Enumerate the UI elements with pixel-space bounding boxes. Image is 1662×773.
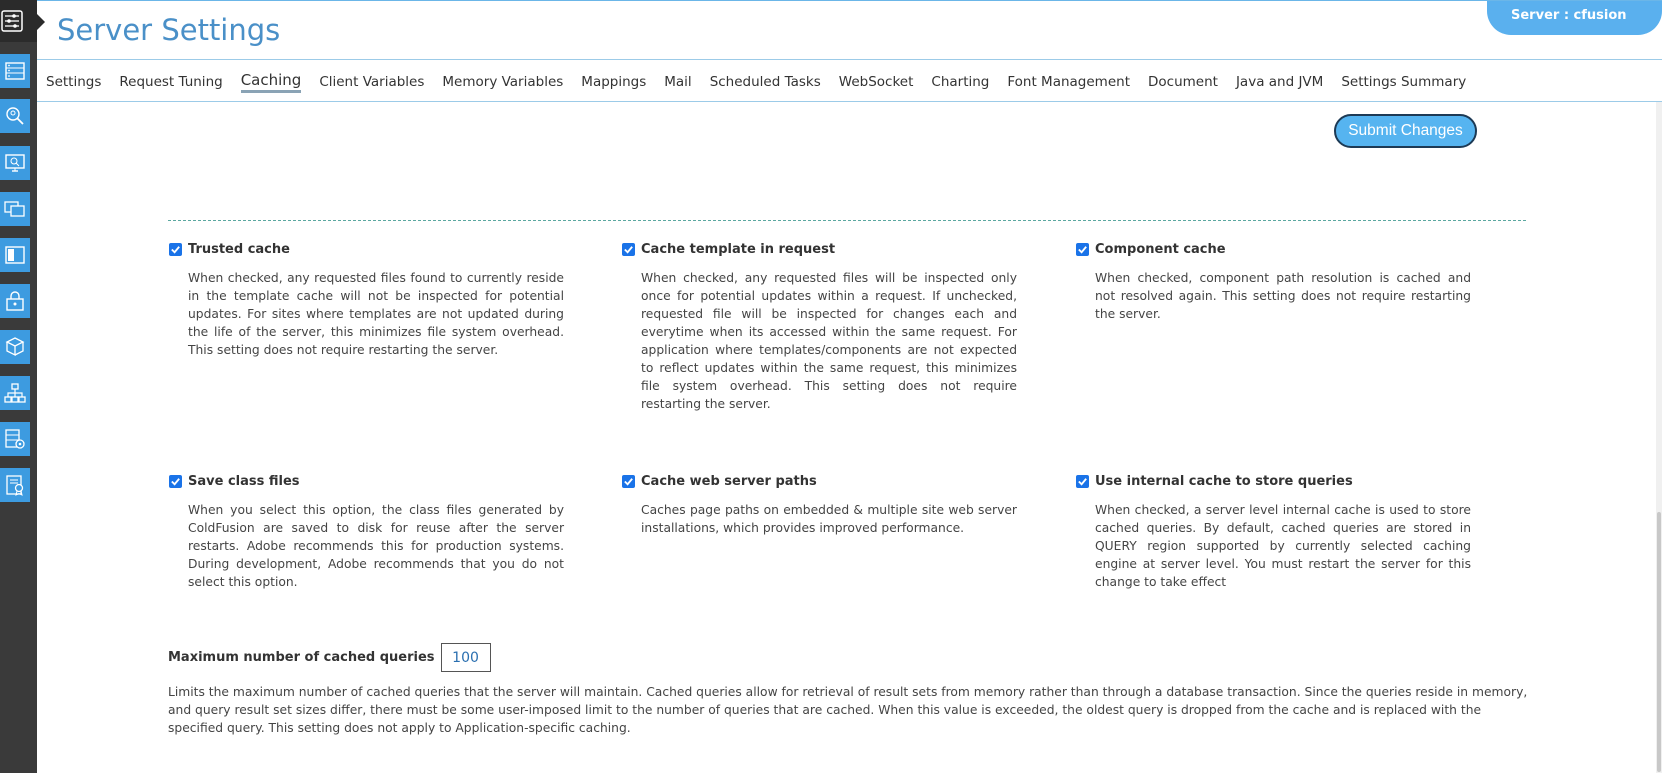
component-cache-checkbox[interactable] bbox=[1076, 243, 1089, 256]
tab-memory-variables[interactable]: Memory Variables bbox=[442, 73, 564, 90]
section-divider bbox=[168, 220, 1526, 221]
checkmark-icon bbox=[623, 244, 634, 255]
tab-scheduled-tasks[interactable]: Scheduled Tasks bbox=[709, 73, 821, 90]
option-title: Cache web server paths bbox=[641, 473, 817, 489]
option-description: When you select this option, the class files generated by ColdFusion are saved to disk for reuse after the server restarts. Adobe recommends this for production systems. During development, Adobe recommends that you do not select this option. bbox=[188, 503, 564, 589]
tab-client-variables[interactable]: Client Variables bbox=[319, 73, 425, 90]
max-cached-queries-row bbox=[168, 643, 491, 672]
cache-web-server-paths-checkbox[interactable] bbox=[622, 475, 635, 488]
sidebar-security[interactable] bbox=[0, 284, 30, 318]
scrollbar[interactable] bbox=[1656, 102, 1662, 773]
monitors-icon bbox=[4, 198, 26, 220]
trusted-cache-checkbox[interactable] bbox=[169, 243, 182, 256]
sidebar bbox=[0, 0, 37, 773]
option-title: Save class files bbox=[188, 473, 300, 489]
scrollbar-thumb[interactable] bbox=[1657, 512, 1661, 772]
tab-font-management[interactable]: Font Management bbox=[1007, 73, 1130, 90]
submit-changes-button[interactable]: Submit Changes bbox=[1334, 114, 1477, 148]
option-save-class-files bbox=[169, 472, 564, 591]
option-title: Cache template in request bbox=[641, 241, 836, 257]
tab-charting[interactable]: Charting bbox=[931, 73, 990, 90]
option-title: Trusted cache bbox=[188, 241, 290, 257]
max-cached-queries-description: Limits the maximum number of cached queries that the server will maintain. Cached queries allow for retrieval of result sets from memory rather than through a database transaction. Since the queries reside in memory, and query result set sizes differ, there must be some user-imposed limit to the number of queries that are cached. When this value is exceeded, the oldest query is dropped from the cache and is replaced with the specified query. This setting does not apply to Application-specific caching. bbox=[168, 685, 1528, 735]
option-component-cache bbox=[1076, 240, 1471, 323]
tab-request-tuning[interactable]: Request Tuning bbox=[119, 73, 223, 90]
tab-websocket[interactable]: WebSocket bbox=[838, 73, 914, 90]
tab-settings-summary[interactable]: Settings Summary bbox=[1341, 73, 1467, 90]
tab-document[interactable]: Document bbox=[1148, 73, 1218, 90]
cubes-icon bbox=[4, 336, 26, 358]
tab-caching[interactable]: Caching bbox=[241, 69, 302, 93]
checkmark-icon bbox=[1077, 244, 1088, 255]
option-description: When checked, any requested files found to currently reside in the template cache will not be inspected for potential updates. For sites where templates are not updated during the life of the server, this minimizes file system overhead. This setting does not require restarting the server. bbox=[188, 271, 564, 357]
header bbox=[37, 0, 1662, 60]
checkmark-icon bbox=[1077, 476, 1088, 487]
lock-icon bbox=[4, 290, 26, 312]
max-cached-queries-label: Maximum number of cached queries bbox=[168, 650, 435, 665]
sidebar-monitors[interactable] bbox=[0, 192, 30, 226]
sidebar-toggle[interactable] bbox=[0, 0, 37, 42]
settings-sliders-icon bbox=[0, 0, 37, 42]
max-cached-queries-input[interactable] bbox=[441, 643, 491, 672]
sidebar-certificate[interactable] bbox=[0, 468, 30, 502]
sidebar-panel[interactable] bbox=[0, 238, 30, 272]
page-title: Server Settings bbox=[57, 13, 281, 47]
internal-cache-queries-checkbox[interactable] bbox=[1076, 475, 1089, 488]
server-gear-icon bbox=[4, 428, 26, 450]
panel-icon bbox=[4, 244, 26, 266]
checkmark-icon bbox=[170, 476, 181, 487]
sidebar-server-gear[interactable] bbox=[0, 422, 30, 456]
option-internal-cache-queries bbox=[1076, 472, 1471, 591]
sidebar-packages[interactable] bbox=[0, 330, 30, 364]
option-description: Caches page paths on embedded & multiple site web server installations, which provides improved performance. bbox=[641, 503, 1017, 535]
option-trusted-cache bbox=[169, 240, 564, 359]
save-class-files-checkbox[interactable] bbox=[169, 475, 182, 488]
option-description: When checked, any requested files will be inspected only once for potential updates within a request. If unchecked, requested file will be inspected for changes each and everytime when its accessed within the same request. For application where templates/components are not expected to reflect updates within the same request, this minimizes file system overhead. This setting does not require restarting the server. bbox=[641, 271, 1017, 411]
option-cache-template-in-request bbox=[622, 240, 1017, 413]
option-title: Component cache bbox=[1095, 241, 1226, 257]
cache-template-checkbox[interactable] bbox=[622, 243, 635, 256]
tab-bar bbox=[37, 59, 1662, 102]
sidebar-network[interactable] bbox=[0, 376, 30, 410]
server-list-icon bbox=[4, 60, 26, 82]
sidebar-server-list[interactable] bbox=[0, 54, 30, 88]
sidebar-monitor-search[interactable] bbox=[0, 146, 30, 180]
option-description: When checked, component path resolution is cached and not resolved again. This setting does not require restarting the server. bbox=[1095, 271, 1471, 321]
checkmark-icon bbox=[170, 244, 181, 255]
search-user-icon bbox=[4, 105, 26, 127]
certificate-icon bbox=[4, 474, 26, 496]
server-badge[interactable]: Server : cfusion bbox=[1487, 1, 1662, 35]
monitor-search-icon bbox=[4, 152, 26, 174]
sidebar-search-user[interactable] bbox=[0, 99, 30, 133]
network-icon bbox=[4, 382, 26, 404]
option-description: When checked, a server level internal cache is used to store cached queries. By default, cached queries are stored in QUERY region supported by currently selected caching engine at server level. You must restart the server for this change to take effect bbox=[1095, 503, 1471, 589]
checkmark-icon bbox=[623, 476, 634, 487]
tab-mail[interactable]: Mail bbox=[664, 73, 692, 90]
tab-settings[interactable]: Settings bbox=[46, 73, 102, 90]
option-title: Use internal cache to store queries bbox=[1095, 473, 1353, 489]
option-cache-web-server-paths bbox=[622, 472, 1017, 537]
tab-mappings[interactable]: Mappings bbox=[581, 73, 647, 90]
tab-java-and-jvm[interactable]: Java and JVM bbox=[1235, 73, 1324, 90]
